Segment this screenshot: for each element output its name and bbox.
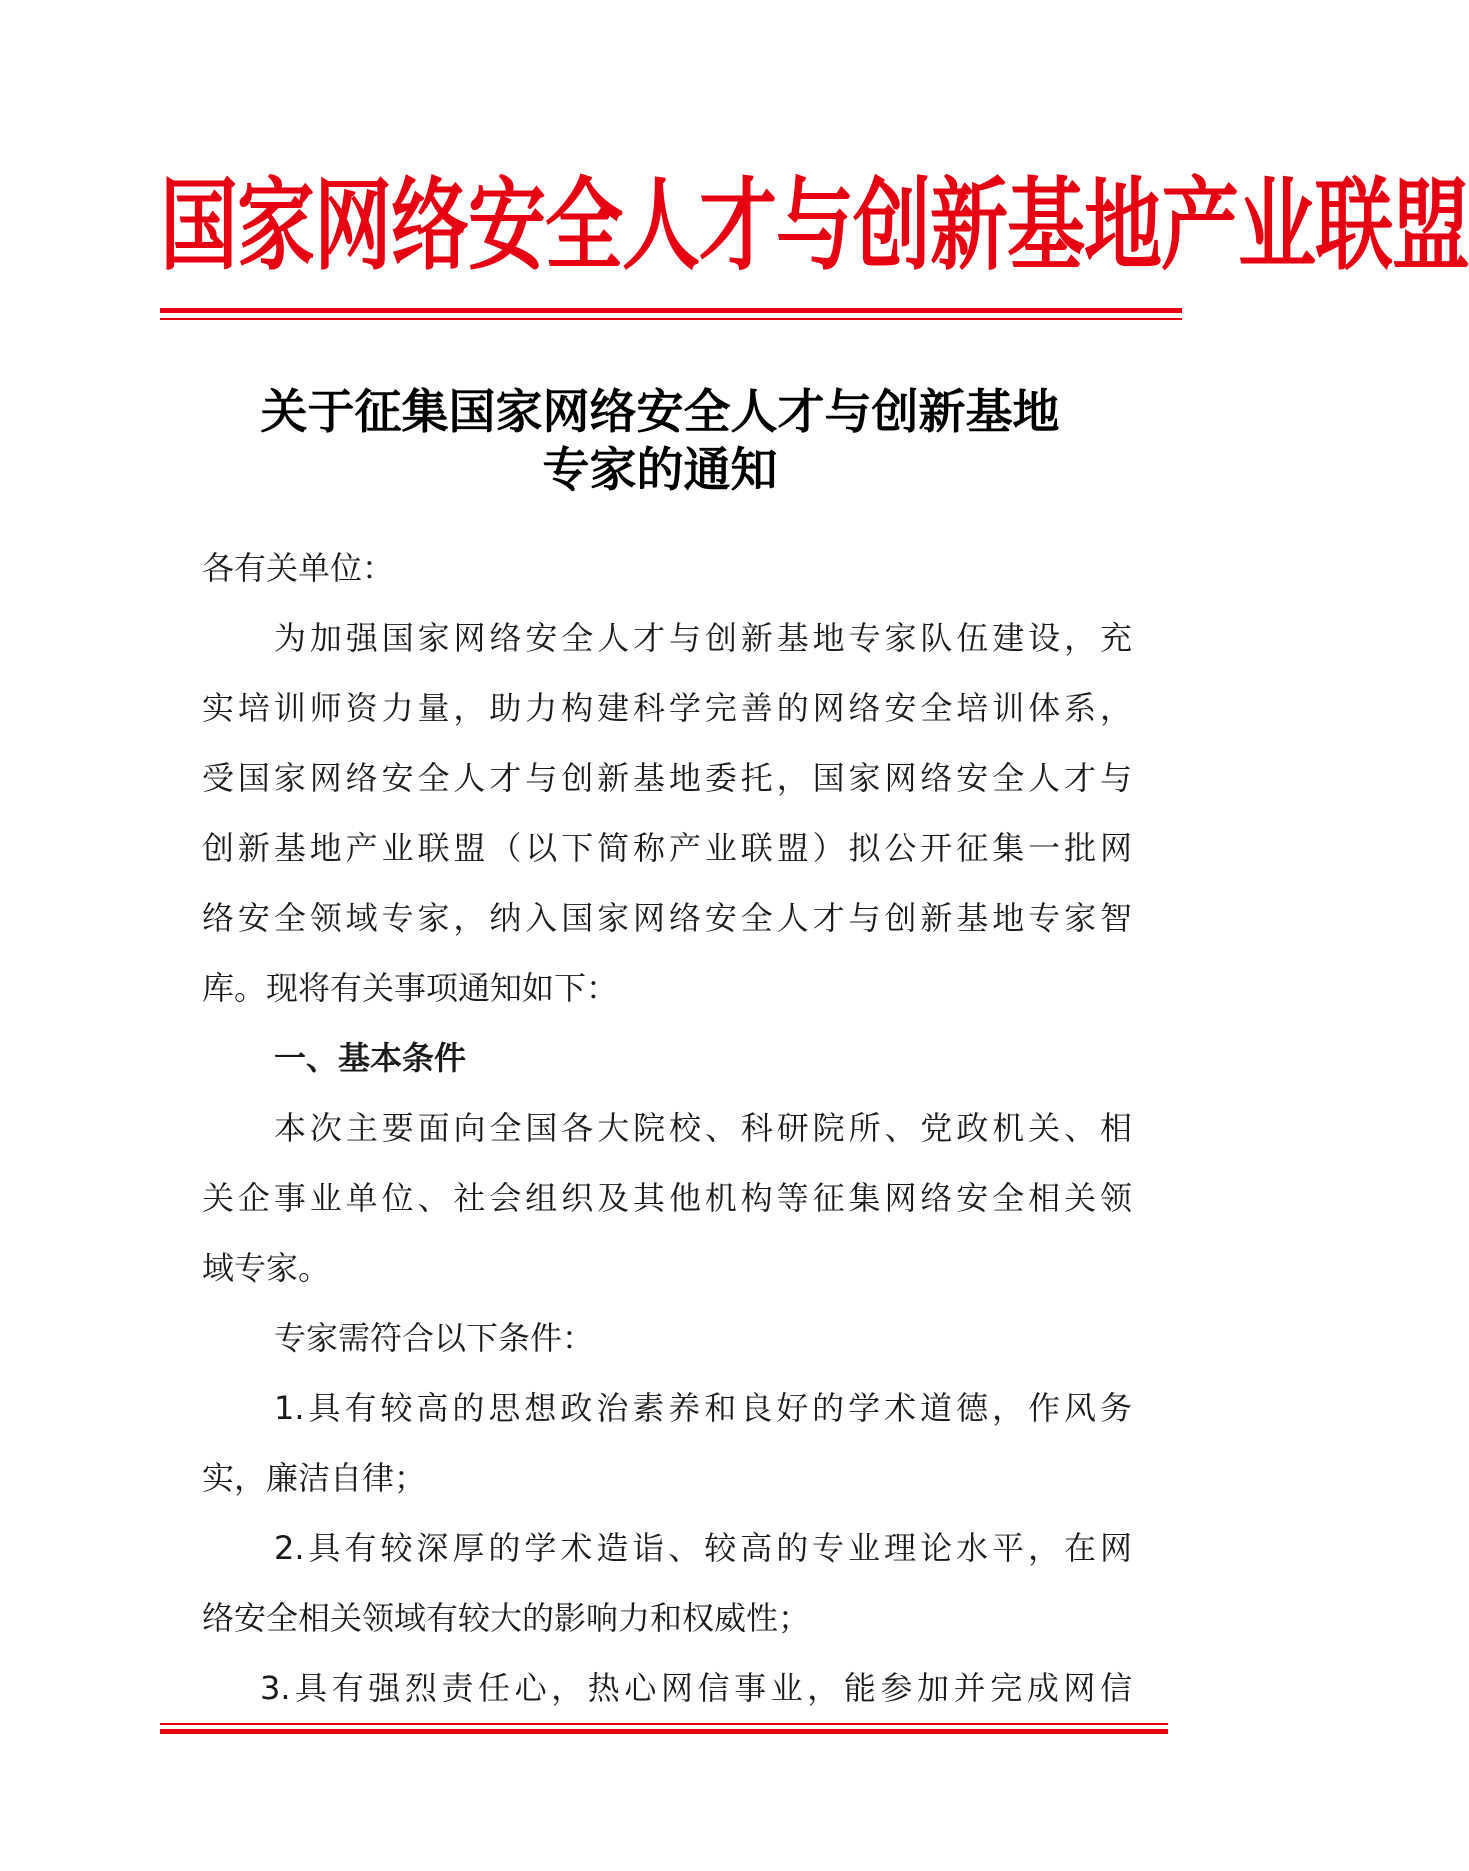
notice-body — [202, 533, 1132, 1723]
condition-2-line-1: 2.具有较深厚的学术造诣、较高的专业理论水平，在网 — [274, 1529, 1132, 1567]
paragraph-1-line-3: 受国家网络安全人才与创新基地委托，国家网络安全人才与 — [202, 759, 1132, 797]
letterhead-rule-thick — [160, 308, 1182, 313]
footer-rule-thick — [160, 1729, 1168, 1734]
letterhead-rule-thin — [160, 318, 1182, 320]
salutation: 各有关单位： — [202, 549, 395, 587]
section-1-heading: 一、基本条件 — [274, 1039, 467, 1077]
paragraph-1-line-5: 络安全领域专家，纳入国家网络安全人才与创新基地专家智 — [202, 899, 1132, 937]
section-1-paragraph-line-2: 关企事业单位、社会组织及其他机构等征集网络安全相关领 — [202, 1179, 1132, 1217]
condition-1-line-2: 实，廉洁自律； — [202, 1459, 427, 1497]
section-1-paragraph-line-1: 本次主要面向全国各大院校、科研院所、党政机关、相 — [274, 1109, 1132, 1147]
document-title-line-1: 关于征集国家网络安全人才与创新基地 — [260, 385, 1060, 440]
condition-3-line-1: 3.具有强烈责任心，热心网信事业，能参加并完成网信 — [260, 1669, 1132, 1707]
document-title-line-2: 专家的通知 — [542, 443, 778, 498]
paragraph-1-line-2: 实培训师资力量，助力构建科学完善的网络安全培训体系， — [202, 689, 1132, 727]
paragraph-1-line-4: 创新基地产业联盟（以下简称产业联盟）拟公开征集一批网 — [202, 829, 1132, 867]
section-1-paragraph-line-3: 域专家。 — [202, 1249, 331, 1287]
paragraph-1-line-1: 为加强国家网络安全人才与创新基地专家队伍建设，充 — [274, 619, 1132, 657]
paragraph-1-line-6: 库。现将有关事项通知如下： — [202, 969, 619, 1007]
condition-1-line-1: 1.具有较高的思想政治素养和良好的学术道德，作风务 — [274, 1389, 1132, 1427]
letterhead-org-name: 国家网络安全人才与创新基地产业联盟 — [160, 169, 1469, 285]
conditions-intro: 专家需符合以下条件： — [274, 1319, 595, 1357]
footer-rule-thin — [160, 1723, 1168, 1725]
condition-2-line-2: 络安全相关领域有较大的影响力和权威性； — [202, 1599, 811, 1637]
